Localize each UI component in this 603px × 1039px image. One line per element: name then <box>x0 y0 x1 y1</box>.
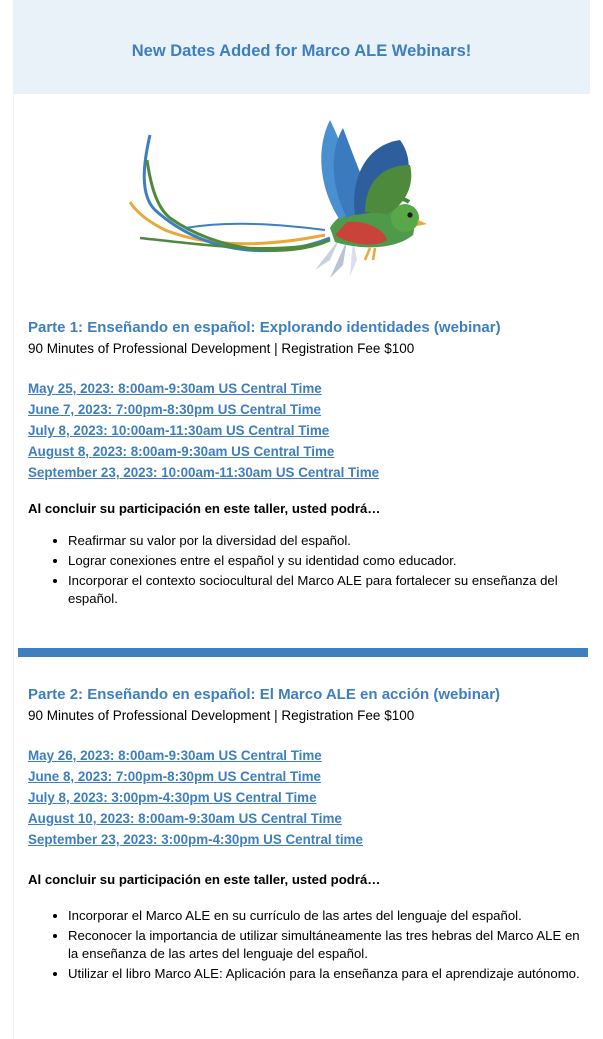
part1-outcome-item-3: • Incorporar el contexto sociocultural del Marco ALE para fortalecer su enseñanza del español. <box>68 572 593 608</box>
quetzal-bird-illustration <box>125 110 435 280</box>
part1-date-link-1[interactable]: May 25, 2023: 8:00am-9:30am US Central Time <box>28 381 322 396</box>
part1-date-link-3[interactable]: July 8, 2023: 10:00am-11:30am US Central Time <box>28 423 330 438</box>
part2-outcome-item-3: • Utilizar el libro Marco ALE: Aplicación para la enseñanza para el aprendizaje autónomo. <box>68 965 593 983</box>
part2-title: Parte 2: Enseñando en español: El Marco ALE en acción (webinar) <box>28 686 501 703</box>
part1-outcome-list <box>28 532 593 608</box>
part2-date-link-5[interactable]: September 23, 2023: 3:00pm-4:30pm US Central time <box>28 832 363 847</box>
page-title: New Dates Added for Marco ALE Webinars! <box>131 41 472 60</box>
part1-section <box>28 319 593 610</box>
part2-section <box>28 686 593 985</box>
part1-subtitle: 90 Minutes of Professional Development | Registration Fee $100 <box>28 341 415 356</box>
part2-dates <box>28 745 593 850</box>
part1-title: Parte 1: Enseñando en español: Explorando identidades (webinar) <box>28 319 501 336</box>
part1-outcome-heading: Al concluir su participación en este taller, usted podrá… <box>28 501 381 516</box>
part2-outcome-heading: Al concluir su participación en este taller, usted podrá… <box>28 872 381 887</box>
part1-date-link-4[interactable]: August 8, 2023: 8:00am-9:30am US Central Time <box>28 444 335 459</box>
left-rail <box>0 0 14 1039</box>
part2-outcome-list <box>28 907 593 983</box>
part1-outcome-item-2: • Lograr conexiones entre el español y su identidad como educador. <box>68 552 593 570</box>
part1-date-link-2[interactable]: June 7, 2023: 7:00pm-8:30pm US Central Time <box>28 402 321 417</box>
part2-date-link-3[interactable]: July 8, 2023: 3:00pm-4:30pm US Central Time <box>28 790 317 805</box>
part2-outcome-item-1: • Incorporar el Marco ALE en su currículo de las artes del lenguaje del español. <box>68 907 593 925</box>
part2-date-link-1[interactable]: May 26, 2023: 8:00am-9:30am US Central Time <box>28 748 322 763</box>
header-banner <box>13 0 590 94</box>
part2-date-link-4[interactable]: August 10, 2023: 8:00am-9:30am US Central Time <box>28 811 342 826</box>
part2-outcome-item-2: • Reconocer la importancia de utilizar simultáneamente las tres hebras del Marco ALE en la enseñanza de las artes del lenguaje del español. <box>68 927 593 963</box>
section-divider <box>18 648 588 657</box>
part1-outcome-item-1: • Reafirmar su valor por la diversidad del español. <box>68 532 593 550</box>
part1-date-link-5[interactable]: September 23, 2023: 10:00am-11:30am US Central Time <box>28 465 380 480</box>
part2-subtitle: 90 Minutes of Professional Development | Registration Fee $100 <box>28 708 415 723</box>
part1-dates <box>28 378 593 483</box>
part2-date-link-2[interactable]: June 8, 2023: 7:00pm-8:30pm US Central Time <box>28 769 321 784</box>
